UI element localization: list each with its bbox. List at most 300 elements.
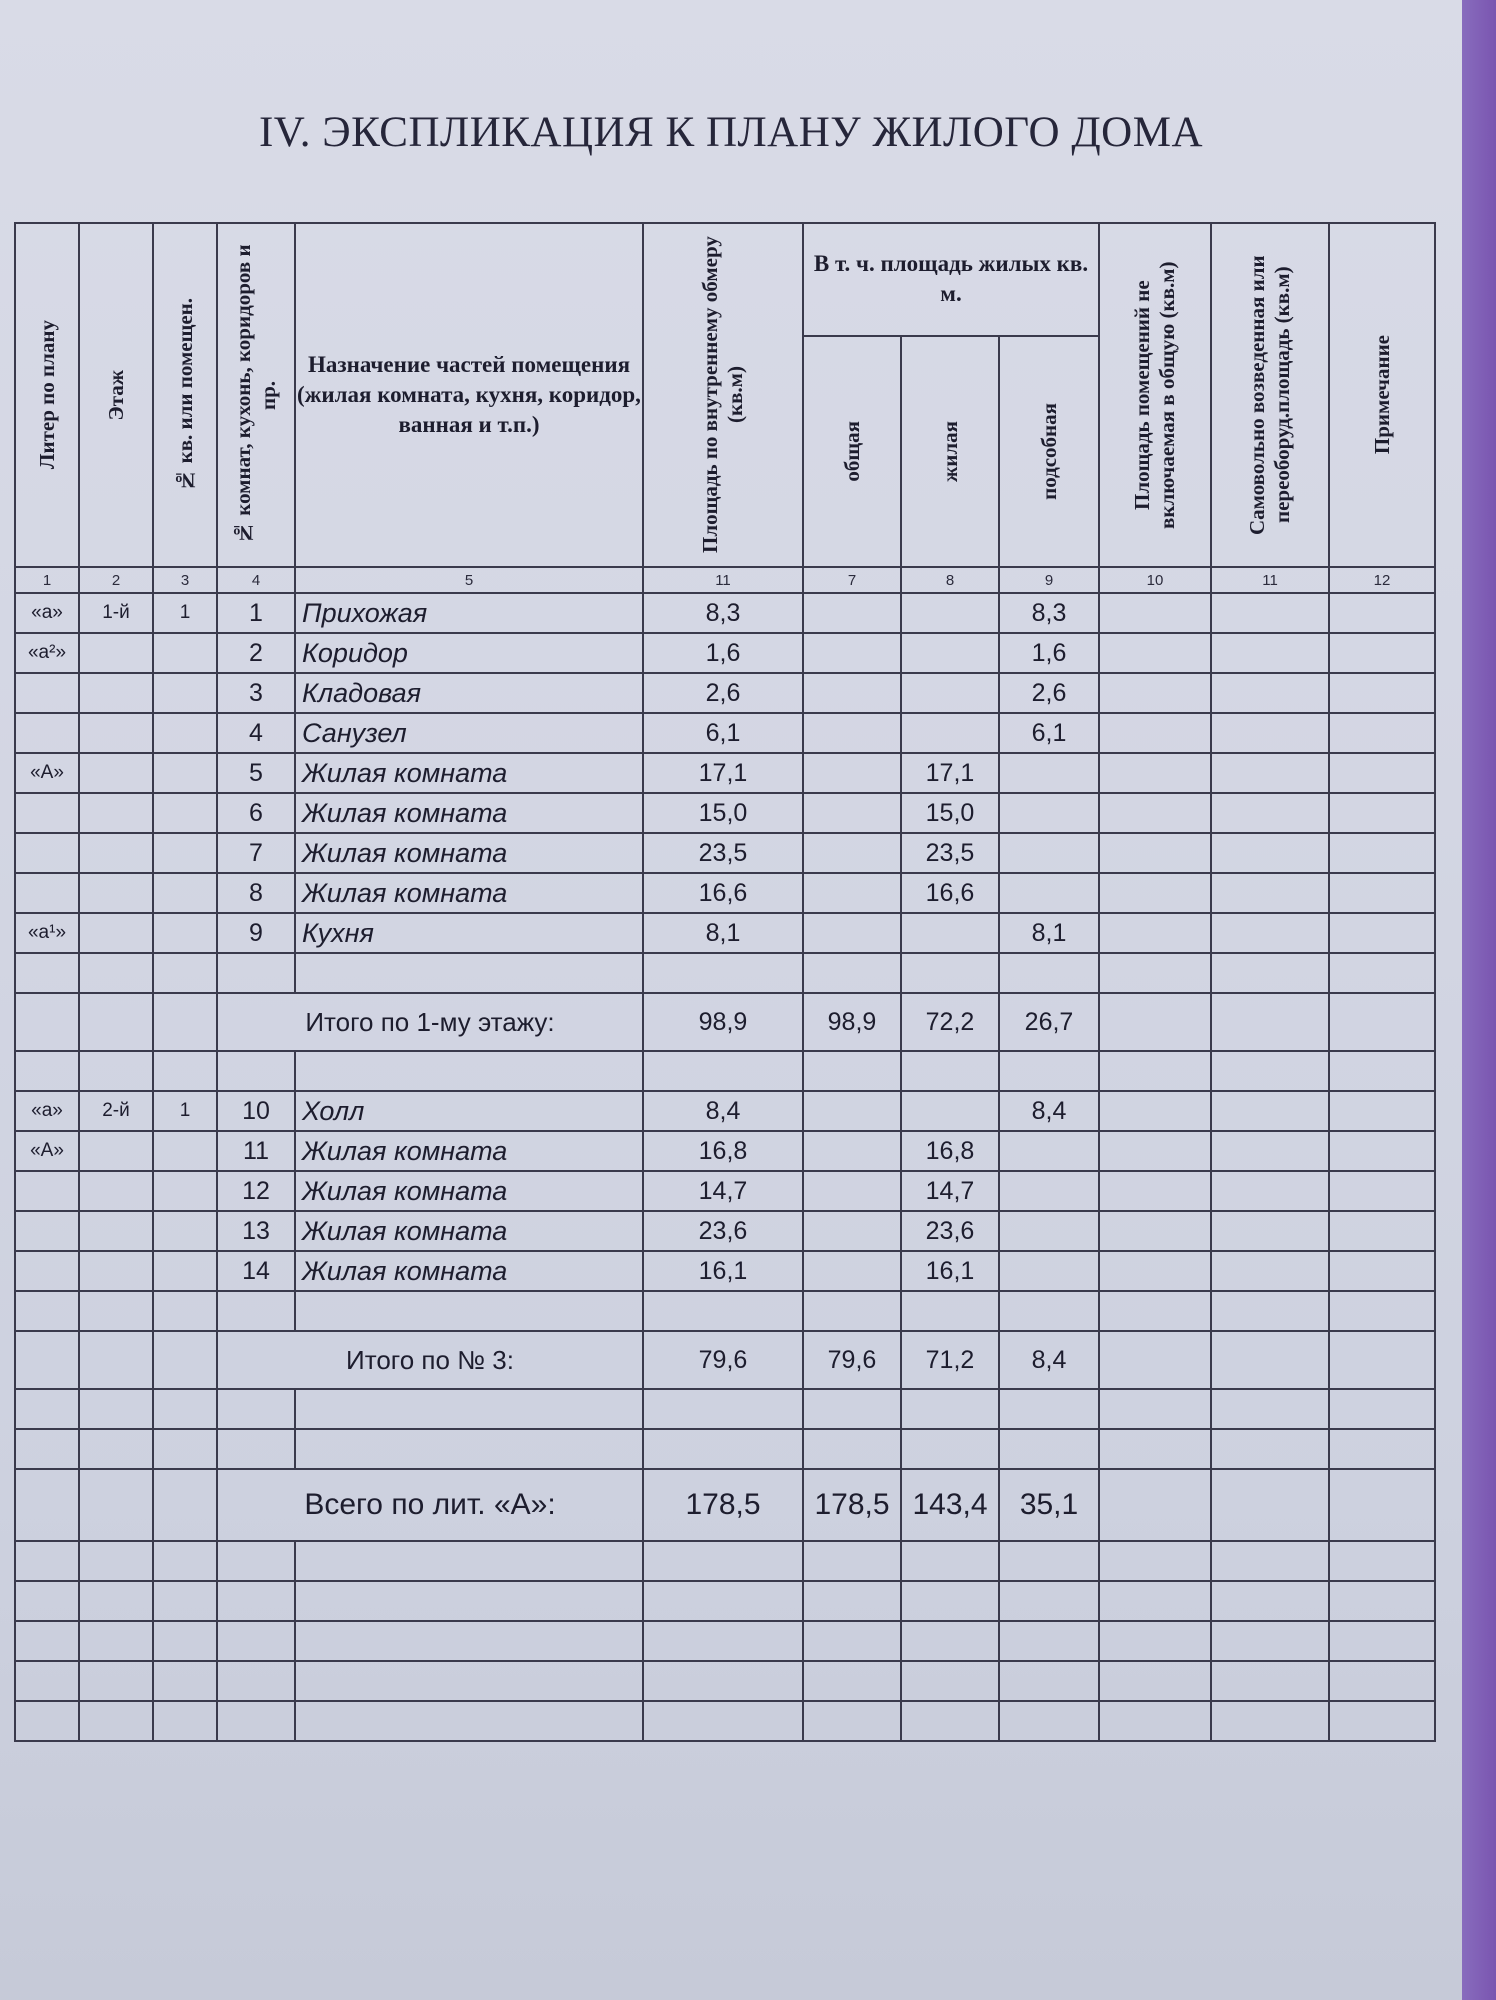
total-area-total: 178,5 [803,1469,901,1541]
blank-cell [1329,1389,1435,1429]
not-included-cell [1099,833,1211,873]
area-cell: 14,7 [643,1171,803,1211]
blank-cell [643,953,803,993]
blank-cell [153,1541,217,1581]
floor-cell [79,1211,153,1251]
table-row [15,633,1435,673]
header-area-internal: Площадь по внутреннему обмеру (кв.м) [643,223,803,567]
room-number-cell: 9 [217,913,295,953]
blank-cell [643,1541,803,1581]
unauthorized-cell [1211,833,1329,873]
total-area-cell [803,793,901,833]
column-number: 10 [1099,567,1211,593]
header-total: общая [803,336,901,567]
blank-row [15,1429,1435,1469]
not-included-cell [1099,1171,1211,1211]
floor-cell [79,1131,153,1171]
apartment-cell [153,673,217,713]
note-cell [1329,1131,1435,1171]
blank-cell [295,1661,643,1701]
blank-cell [1099,1621,1211,1661]
unauthorized-cell [1211,793,1329,833]
blank-cell [643,1621,803,1661]
room-number-cell: 3 [217,673,295,713]
blank-cell [153,1469,217,1541]
blank-cell [643,1291,803,1331]
blank-cell [1329,1331,1435,1389]
blank-cell [643,1389,803,1429]
table-row [15,913,1435,953]
living-area-cell [901,593,999,633]
blank-cell [1329,1291,1435,1331]
floor-cell [79,913,153,953]
auxiliary-area-cell: 8,1 [999,913,1099,953]
floor-cell: 1-й [79,593,153,633]
blank-cell [1211,1581,1329,1621]
apartment-cell [153,1131,217,1171]
area-cell: 8,3 [643,593,803,633]
litera-cell [15,793,79,833]
area-cell: 8,1 [643,913,803,953]
blank-cell [999,1429,1099,1469]
floor-cell [79,633,153,673]
blank-cell [1329,993,1435,1051]
blank-cell [1211,1621,1329,1661]
blank-cell [803,1701,901,1741]
litera-cell [15,1171,79,1211]
header-not-included: Площадь помещений не включаемая в общую (кв.м) [1099,223,1211,567]
document-title: IV. ЭКСПЛИКАЦИЯ К ПЛАНУ ЖИЛОГО ДОМА [258,109,1204,156]
total-area-internal: 79,6 [643,1331,803,1389]
blank-cell [153,1661,217,1701]
blank-cell [153,1389,217,1429]
blank-cell [1099,1701,1211,1741]
grand-total-row [15,1469,1435,1541]
floor-cell [79,1171,153,1211]
floor-cell [79,1251,153,1291]
total-label: Итого по 1-му этажу: [217,993,643,1051]
blank-cell [803,1621,901,1661]
table-row [15,1251,1435,1291]
total-area-cell [803,593,901,633]
total-area-cell [803,1171,901,1211]
not-included-cell [1099,753,1211,793]
blank-cell [1211,1051,1329,1091]
header-note: Примечание [1329,223,1435,567]
blank-cell [15,1331,79,1389]
room-name-cell: Жилая комната [295,793,643,833]
floor-cell: 2-й [79,1091,153,1131]
blank-cell [153,1051,217,1091]
living-area-cell: 16,1 [901,1251,999,1291]
blank-cell [999,1621,1099,1661]
unauthorized-cell [1211,1091,1329,1131]
blank-cell [999,1051,1099,1091]
area-cell: 6,1 [643,713,803,753]
blank-cell [901,1541,999,1581]
blank-cell [1099,953,1211,993]
living-area-cell: 16,8 [901,1131,999,1171]
room-name-cell: Жилая комната [295,833,643,873]
column-number: 5 [295,567,643,593]
auxiliary-area-cell [999,1211,1099,1251]
table-row [15,593,1435,633]
living-area-cell [901,1091,999,1131]
note-cell [1329,593,1435,633]
total-no3-row [15,1331,1435,1389]
blank-cell [803,1581,901,1621]
table-row [15,673,1435,713]
blank-cell [217,1661,295,1701]
unauthorized-cell [1211,753,1329,793]
room-name-cell: Жилая комната [295,873,643,913]
total-area-cell [803,1211,901,1251]
blank-cell [901,1051,999,1091]
litera-cell [15,833,79,873]
table-row [15,1211,1435,1251]
note-cell [1329,1171,1435,1211]
living-area-cell: 23,6 [901,1211,999,1251]
blank-cell [901,1389,999,1429]
table-row [15,833,1435,873]
blank-cell [999,1291,1099,1331]
auxiliary-area-cell [999,753,1099,793]
column-number: 3 [153,567,217,593]
not-included-cell [1099,1091,1211,1131]
not-included-cell [1099,633,1211,673]
auxiliary-area-cell [999,873,1099,913]
blank-cell [217,1051,295,1091]
table-row [15,1171,1435,1211]
blank-cell [295,1291,643,1331]
blank-cell [1211,1331,1329,1389]
note-cell [1329,673,1435,713]
unauthorized-cell [1211,713,1329,753]
blank-cell [1329,1429,1435,1469]
blank-cell [15,953,79,993]
not-included-cell [1099,673,1211,713]
note-cell [1329,753,1435,793]
column-number: 4 [217,567,295,593]
blank-cell [1329,1051,1435,1091]
blank-cell [217,953,295,993]
note-cell [1329,713,1435,753]
total-area-cell [803,673,901,713]
floor-cell [79,673,153,713]
blank-cell [217,1389,295,1429]
room-number-cell: 12 [217,1171,295,1211]
apartment-cell [153,833,217,873]
room-name-cell: Холл [295,1091,643,1131]
unauthorized-cell [1211,1251,1329,1291]
living-area-cell: 16,6 [901,873,999,913]
blank-cell [1329,953,1435,993]
room-number-cell: 7 [217,833,295,873]
area-cell: 16,8 [643,1131,803,1171]
blank-cell [295,1051,643,1091]
blank-cell [1099,1661,1211,1701]
blank-cell [153,1331,217,1389]
room-number-cell: 11 [217,1131,295,1171]
blank-cell [15,1661,79,1701]
unauthorized-cell [1211,873,1329,913]
explication-table [14,222,1436,1742]
column-number: 12 [1329,567,1435,593]
blank-cell [901,1621,999,1661]
header-litera: Литер по плану [15,223,79,567]
column-number: 11 [1211,567,1329,593]
blank-cell [1211,993,1329,1051]
blank-cell [1329,1701,1435,1741]
floor-cell [79,833,153,873]
blank-cell [79,1291,153,1331]
room-number-cell: 5 [217,753,295,793]
blank-cell [217,1701,295,1741]
area-cell: 23,5 [643,833,803,873]
blank-cell [999,1661,1099,1701]
blank-cell [79,1469,153,1541]
total-floor1-row [15,993,1435,1051]
table-row [15,753,1435,793]
room-number-cell: 13 [217,1211,295,1251]
blank-cell [79,953,153,993]
auxiliary-area-cell: 2,6 [999,673,1099,713]
total-area-living: 71,2 [901,1331,999,1389]
blank-cell [1329,1541,1435,1581]
blank-cell [15,1469,79,1541]
blank-cell [153,1429,217,1469]
column-number: 1 [15,567,79,593]
blank-cell [79,1621,153,1661]
floor-cell [79,793,153,833]
blank-cell [79,1389,153,1429]
total-area-cell [803,913,901,953]
total-area-cell [803,753,901,793]
litera-cell: «А» [15,1131,79,1171]
blank-cell [295,1701,643,1741]
blank-cell [643,1429,803,1469]
table-row [15,1131,1435,1171]
litera-cell [15,673,79,713]
blank-cell [15,1389,79,1429]
blank-cell [153,1581,217,1621]
blank-cell [901,953,999,993]
blank-cell [79,1051,153,1091]
litera-cell: «а» [15,593,79,633]
auxiliary-area-cell [999,1251,1099,1291]
room-number-cell: 4 [217,713,295,753]
apartment-cell [153,873,217,913]
blank-cell [15,1429,79,1469]
blank-cell [1329,1661,1435,1701]
room-number-cell: 10 [217,1091,295,1131]
blank-row [15,1661,1435,1701]
blank-cell [643,1581,803,1621]
area-cell: 16,6 [643,873,803,913]
auxiliary-area-cell [999,1171,1099,1211]
blank-cell [643,1701,803,1741]
blank-cell [217,1541,295,1581]
blank-cell [1211,953,1329,993]
blank-cell [999,1389,1099,1429]
not-included-cell [1099,593,1211,633]
apartment-cell [153,713,217,753]
room-name-cell: Жилая комната [295,1171,643,1211]
blank-row [15,1541,1435,1581]
apartment-cell [153,793,217,833]
blank-cell [15,1541,79,1581]
not-included-cell [1099,873,1211,913]
blank-row [15,1621,1435,1661]
blank-cell [803,1051,901,1091]
blank-row [15,953,1435,993]
blank-cell [79,993,153,1051]
area-cell: 8,4 [643,1091,803,1131]
floor-cell [79,753,153,793]
blank-cell [79,1541,153,1581]
not-included-cell [1099,1251,1211,1291]
unauthorized-cell [1211,633,1329,673]
apartment-cell [153,1251,217,1291]
total-area-total: 79,6 [803,1331,901,1389]
room-name-cell: Жилая комната [295,753,643,793]
litera-cell [15,873,79,913]
blank-cell [803,953,901,993]
unauthorized-cell [1211,1131,1329,1171]
total-area-total: 98,9 [803,993,901,1051]
blank-cell [79,1429,153,1469]
blank-cell [15,1701,79,1741]
blank-cell [295,1389,643,1429]
blank-cell [1211,1661,1329,1701]
auxiliary-area-cell: 8,3 [999,593,1099,633]
blank-cell [999,1541,1099,1581]
blank-cell [153,1701,217,1741]
room-number-cell: 2 [217,633,295,673]
header-living: жилая [901,336,999,567]
area-cell: 16,1 [643,1251,803,1291]
blank-cell [217,1429,295,1469]
note-cell [1329,1091,1435,1131]
blank-cell [643,1661,803,1701]
room-number-cell: 6 [217,793,295,833]
auxiliary-area-cell: 8,4 [999,1091,1099,1131]
blank-cell [153,1621,217,1661]
header-apartment: № кв. или помещен. [153,223,217,567]
litera-cell [15,1211,79,1251]
area-cell: 17,1 [643,753,803,793]
blank-cell [1099,1389,1211,1429]
total-area-cell [803,1091,901,1131]
room-number-cell: 8 [217,873,295,913]
blank-cell [1211,1429,1329,1469]
blank-cell [803,1541,901,1581]
note-cell [1329,1211,1435,1251]
note-cell [1329,633,1435,673]
blank-cell [803,1291,901,1331]
not-included-cell [1099,1211,1211,1251]
blank-cell [1099,1541,1211,1581]
blank-cell [217,1621,295,1661]
total-area-auxiliary: 35,1 [999,1469,1099,1541]
living-area-cell: 23,5 [901,833,999,873]
not-included-cell [1099,713,1211,753]
blank-cell [1329,1581,1435,1621]
room-name-cell: Коридор [295,633,643,673]
blank-cell [1099,1429,1211,1469]
blank-cell [217,1291,295,1331]
blank-cell [153,1291,217,1331]
blank-row [15,1581,1435,1621]
apartment-cell [153,753,217,793]
litera-cell: «а» [15,1091,79,1131]
column-number: 2 [79,567,153,593]
blank-cell [1211,1701,1329,1741]
blank-cell [1211,1541,1329,1581]
auxiliary-area-cell [999,1131,1099,1171]
blank-cell [901,1581,999,1621]
total-area-cell [803,833,901,873]
header-purpose: Назначение частей помещения (жилая комната, кухня, коридор, ванная и т.п.) [295,223,643,567]
total-area-living: 72,2 [901,993,999,1051]
unauthorized-cell [1211,593,1329,633]
blank-cell [15,1621,79,1661]
blank-cell [1099,1051,1211,1091]
total-area-internal: 178,5 [643,1469,803,1541]
area-cell: 1,6 [643,633,803,673]
blank-cell [999,953,1099,993]
room-name-cell: Жилая комната [295,1211,643,1251]
room-number-cell: 14 [217,1251,295,1291]
blank-cell [1099,1581,1211,1621]
floor-cell [79,713,153,753]
total-area-auxiliary: 26,7 [999,993,1099,1051]
blank-cell [217,1581,295,1621]
blank-cell [999,1581,1099,1621]
note-cell [1329,873,1435,913]
area-cell: 23,6 [643,1211,803,1251]
blank-cell [901,1701,999,1741]
table-row [15,1091,1435,1131]
blank-cell [1099,1331,1211,1389]
room-name-cell: Санузел [295,713,643,753]
blank-row [15,1051,1435,1091]
litera-cell: «а¹» [15,913,79,953]
blank-row [15,1701,1435,1741]
blank-row [15,1291,1435,1331]
living-area-cell [901,713,999,753]
blank-cell [1211,1469,1329,1541]
blank-cell [295,1429,643,1469]
not-included-cell [1099,913,1211,953]
living-area-cell [901,913,999,953]
blank-cell [803,1661,901,1701]
auxiliary-area-cell: 1,6 [999,633,1099,673]
area-cell: 2,6 [643,673,803,713]
blank-cell [1099,993,1211,1051]
blank-cell [901,1429,999,1469]
not-included-cell [1099,1131,1211,1171]
auxiliary-area-cell [999,793,1099,833]
column-number: 9 [999,567,1099,593]
room-number-cell: 1 [217,593,295,633]
apartment-cell [153,1211,217,1251]
blank-cell [15,1581,79,1621]
total-area-cell [803,873,901,913]
total-area-cell [803,713,901,753]
unauthorized-cell [1211,1171,1329,1211]
blank-cell [803,1389,901,1429]
